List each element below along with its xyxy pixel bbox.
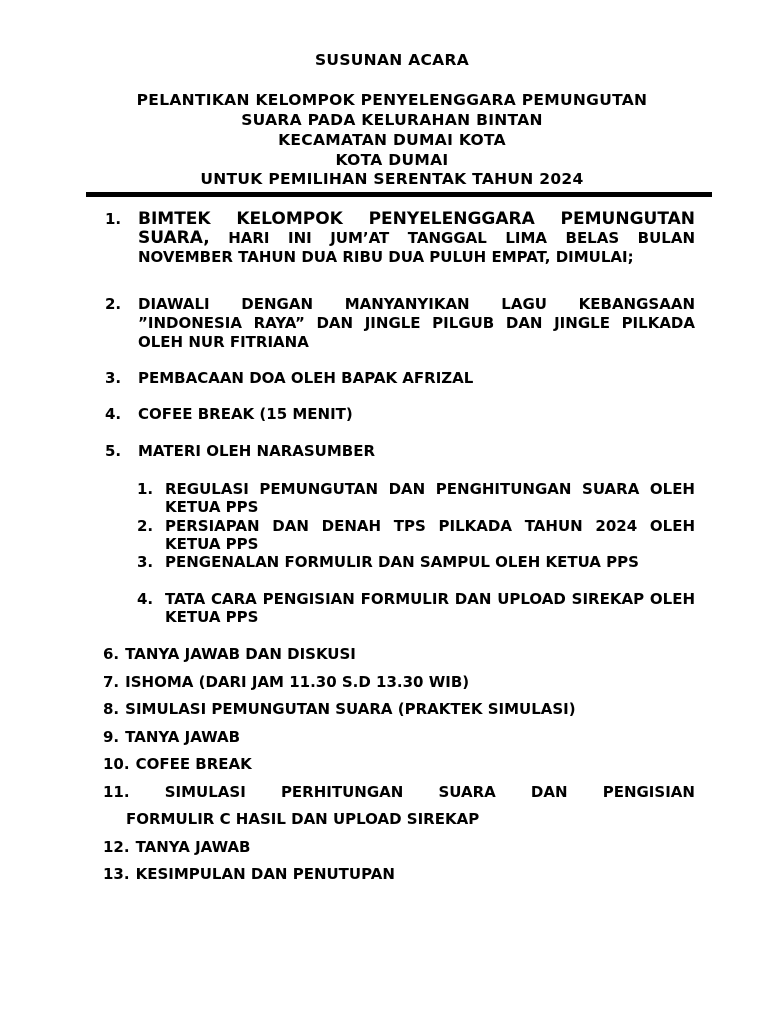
sub-item-1 [137, 480, 695, 516]
agenda-item-1 [105, 210, 695, 267]
item-text: ISHOMA (DARI JAM 11.30 S.D 13.30 WIB) [125, 673, 470, 691]
agenda-item-2 [105, 295, 695, 352]
heading-line-4: KOTA DUMAI [335, 151, 449, 169]
item-text: PEMBACAAN DOA OLEH BAPAK AFRIZAL [138, 369, 474, 387]
agenda-item-11 [103, 783, 695, 828]
sub-item-text: TATA CARA PENGISIAN FORMULIR DAN UPLOAD SIREKAP OLEH KETUA PPS [165, 590, 695, 626]
agenda-item-13 [103, 865, 695, 884]
agenda-item-9 [103, 728, 695, 747]
item-number: 9. [103, 728, 120, 746]
item-number: 11. [103, 783, 130, 801]
sub-item-number: 2. [137, 517, 154, 535]
item-text [138, 210, 695, 267]
item-number: 12. [103, 838, 130, 856]
item-text: TANYA JAWAB [135, 838, 251, 856]
item-word: PERHITUNGAN [280, 783, 404, 801]
item-word: DAN [530, 783, 568, 801]
header-divider [86, 192, 712, 197]
agenda-item-3 [105, 369, 695, 388]
agenda-item-8 [103, 700, 695, 719]
item-number: 10. [103, 755, 130, 773]
heading-line-2: SUARA PADA KELURAHAN BINTAN [241, 111, 543, 129]
agenda-item-6 [103, 645, 695, 664]
item-number: 2. [105, 295, 122, 313]
agenda-item-12 [103, 838, 695, 857]
item-number: 3. [105, 369, 122, 387]
agenda-item-7 [103, 673, 695, 692]
item-continuation: FORMULIR C HASIL DAN UPLOAD SIREKAP [126, 810, 480, 828]
item-body-text: HARI INI JUM’AT TANGGAL LIMA BELAS BULAN NOVEMBER TAHUN DUA RIBU DUA PULUH EMPAT, DIMULAI; [138, 229, 695, 266]
heading-line-1: PELANTIKAN KELOMPOK PENYELENGGARA PEMUNGUTAN [136, 91, 648, 109]
item-number: 6. [103, 645, 120, 663]
item-word: PENGISIAN [602, 783, 695, 801]
agenda-item-5 [105, 442, 695, 461]
item-text: TANYA JAWAB [125, 728, 241, 746]
sub-item-number: 1. [137, 480, 154, 498]
item-text: COFEE BREAK (15 MENIT) [138, 405, 353, 423]
item-number: 1. [105, 210, 122, 228]
item-lead-text: BIMTEK KELOMPOK PENYELENGGARA PEMUNGUTAN SUARA, [138, 209, 695, 248]
item-number: 13. [103, 865, 130, 883]
item-text: DIAWALI DENGAN MANYANYIKAN LAGU KEBANGSAAN ”INDONESIA RAYA” DAN JINGLE PILGUB DAN JINGLE PILKADA OLEH NUR FITRIANA [138, 295, 695, 351]
heading-line-5: UNTUK PEMILIHAN SERENTAK TAHUN 2024 [200, 170, 584, 188]
agenda-item-4 [105, 405, 695, 424]
item-number: 8. [103, 700, 120, 718]
item-number: 4. [105, 405, 122, 423]
item-word: SIMULASI [164, 783, 246, 801]
item-word: SUARA [438, 783, 496, 801]
heading-line-3: KECAMATAN DUMAI KOTA [278, 131, 506, 149]
item-text: SIMULASI PEMUNGUTAN SUARA (PRAKTEK SIMULASI) [125, 700, 576, 718]
item-number: 5. [105, 442, 122, 460]
sub-item-number: 3. [137, 553, 154, 571]
item-number: 7. [103, 673, 120, 691]
item-text: COFEE BREAK [135, 755, 252, 773]
agenda-item-10 [103, 755, 695, 774]
sub-item-4 [137, 590, 695, 626]
sub-item-3 [137, 553, 695, 571]
item-text: TANYA JAWAB DAN DISKUSI [125, 645, 356, 663]
sub-item-text: PENGENALAN FORMULIR DAN SAMPUL OLEH KETUA PPS [165, 553, 639, 571]
sub-item-number: 4. [137, 590, 154, 608]
document-title: SUSUNAN ACARA [314, 51, 470, 69]
item-first-line [103, 783, 695, 802]
item-text: MATERI OLEH NARASUMBER [138, 442, 375, 460]
sub-item-text: PERSIAPAN DAN DENAH TPS PILKADA TAHUN 2024 OLEH KETUA PPS [165, 517, 695, 553]
sub-item-text: REGULASI PEMUNGUTAN DAN PENGHITUNGAN SUARA OLEH KETUA PPS [165, 480, 695, 516]
sub-item-2 [137, 517, 695, 553]
item-text: KESIMPULAN DAN PENUTUPAN [135, 865, 395, 883]
